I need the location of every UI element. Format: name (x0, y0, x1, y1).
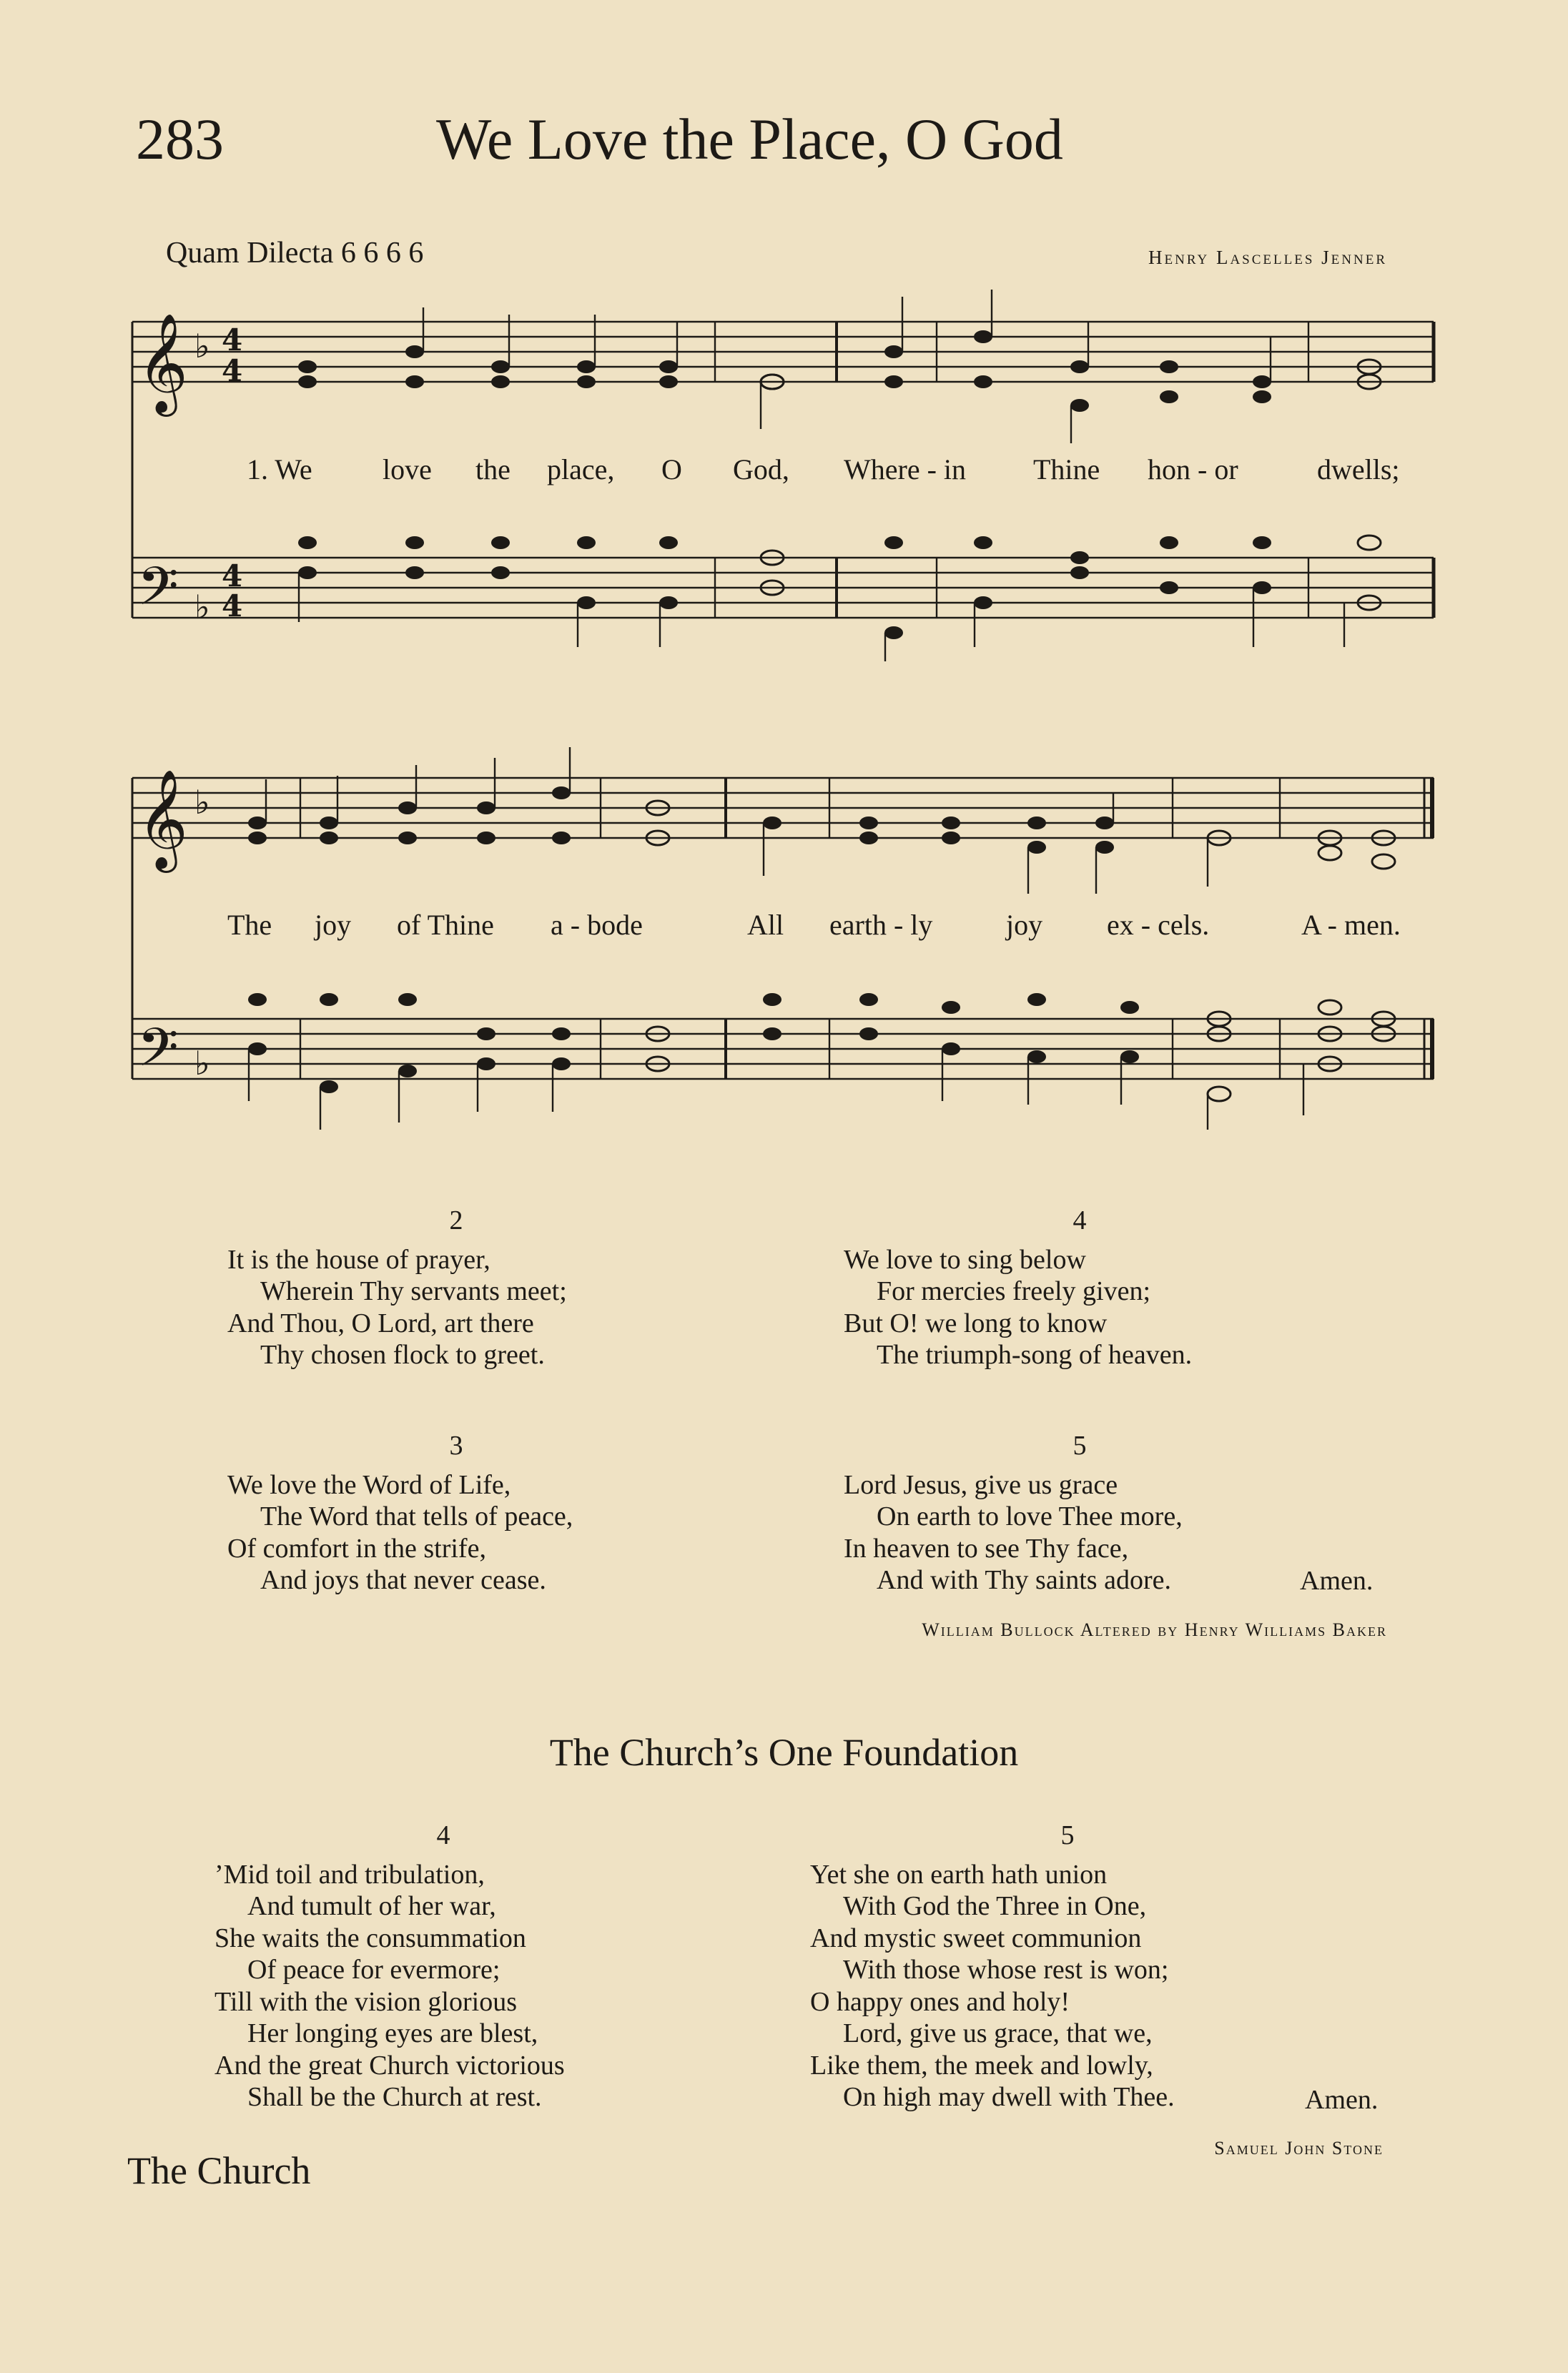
verse-line: In heaven to see Thy face, (844, 1533, 1129, 1564)
lyric-joy-2: joy (1006, 909, 1043, 941)
svg-text:♭: ♭ (194, 327, 210, 365)
lyric-earthly: earth - ly (829, 909, 933, 941)
composer-credit: Henry Lascelles Jenner (1148, 247, 1387, 268)
verse-3 (227, 1430, 685, 1597)
verse-number: 3 (449, 1431, 463, 1461)
verse-line: Thy chosen flock to greet. (260, 1340, 545, 1370)
lyric-the: the (475, 453, 511, 485)
verse-line: Her longing eyes are blest, (247, 2018, 538, 2048)
verse-line: But O! we long to know (844, 1308, 1108, 1338)
verse-line: The Word that tells of peace, (260, 1501, 573, 1531)
verse-number: 4 (436, 1820, 450, 1850)
svg-text:♭: ♭ (194, 588, 210, 626)
lyric-all: All (747, 909, 784, 941)
lyric-amen: A - men. (1301, 909, 1401, 941)
lyric-honor: hon - or (1148, 453, 1238, 485)
verse-number: 5 (1073, 1431, 1087, 1461)
amen-2: Amen. (1305, 2085, 1379, 2115)
svg-text:4: 4 (222, 353, 243, 388)
lyric-god: God, (733, 453, 789, 485)
verse-line: Of peace for evermore; (247, 1955, 501, 1985)
verse-line: And Thou, O Lord, art there (227, 1308, 534, 1338)
system2-bass-staff (132, 1019, 1434, 1079)
author-credit-1: William Bullock Altered by Henry Williams Baker (922, 1619, 1387, 1640)
system1-treble-staff (132, 322, 1434, 382)
verse-line: Till with the vision glorious (215, 1986, 517, 2017)
tune-name: Quam Dilecta 6 6 6 6 (166, 237, 424, 270)
verse-line: And tumult of her war, (247, 1891, 496, 1921)
lyric-dwells: dwells; (1317, 453, 1400, 485)
lyric-excels: ex - cels. (1107, 909, 1210, 941)
lyric-love: love (383, 453, 432, 485)
verse-2 (227, 1205, 685, 1371)
svg-text:4: 4 (222, 322, 243, 357)
lyric-place: place, (547, 453, 615, 485)
church-verse-4 (215, 1820, 672, 2113)
treble-clef-icon: 𝄞 (137, 313, 188, 413)
verse-line: On high may dwell with Thee. (843, 2082, 1175, 2112)
church-verse-5 (810, 1820, 1325, 2113)
verse-line: Lord, give us grace, that we, (843, 2018, 1153, 2048)
verse-line: And the great Church victorious (215, 2050, 565, 2081)
verse-line: Wherein Thy servants meet; (260, 1276, 567, 1306)
verse-line: Shall be the Church at rest. (247, 2082, 542, 2112)
second-hymn-title: The Church’s One Foundation (549, 1731, 1019, 1774)
verse-line: With those whose rest is won; (843, 1955, 1169, 1985)
verse-line: And joys that never cease. (260, 1565, 546, 1595)
hymn-title: We Love the Place, O God (436, 107, 1063, 172)
bass-clef-icon: 𝄢 (137, 1017, 179, 1092)
svg-text:♭: ♭ (194, 783, 210, 822)
verse-line: Yet she on earth hath union (810, 1859, 1108, 1890)
bass-clef-icon: 𝄢 (137, 556, 179, 631)
lyric-wherein: Where - in (844, 453, 967, 485)
lyric-of-thine: of Thine (397, 909, 494, 941)
lyric-thine: Thine (1033, 453, 1100, 485)
amen-1: Amen. (1300, 1566, 1374, 1596)
verse-line: O happy ones and holy! (810, 1986, 1070, 2017)
verse-4 (844, 1205, 1316, 1371)
lyric-abode: a - bode (551, 909, 643, 941)
verse-number: 2 (449, 1205, 463, 1235)
author-credit-2: Samuel John Stone (1214, 2138, 1384, 2159)
verse-line: And with Thy saints adore. (877, 1565, 1171, 1595)
svg-text:4: 4 (222, 558, 243, 593)
verse-line: For mercies freely given; (877, 1276, 1151, 1306)
verse-line: She waits the consummation (215, 1923, 526, 1953)
verse-5 (844, 1430, 1316, 1597)
verse-line: Like them, the meek and lowly, (810, 2050, 1153, 2081)
section-footer: The Church (127, 2149, 311, 2192)
hymn-number: 283 (136, 107, 224, 172)
verse-line: On earth to love Thee more, (877, 1501, 1183, 1531)
verse-line: And mystic sweet communion (810, 1923, 1142, 1953)
svg-text:♭: ♭ (194, 1044, 210, 1082)
music-score (0, 0, 1568, 1144)
verse-line: It is the house of prayer, (227, 1244, 490, 1275)
verse-line: Lord Jesus, give us grace (844, 1469, 1118, 1500)
lyric-joy: joy (315, 909, 352, 941)
verse-line: We love the Word of Life, (227, 1469, 511, 1500)
lyric-o: O (661, 453, 682, 485)
treble-clef-icon: 𝄞 (137, 769, 188, 869)
verse-line: We love to sing below (844, 1244, 1086, 1275)
system2-treble-notes (248, 786, 1114, 854)
svg-text:4: 4 (222, 588, 243, 623)
verse-line: ’Mid toil and tribulation, (215, 1859, 485, 1890)
lyric-we: 1. We (247, 453, 312, 485)
verse-number: 4 (1073, 1205, 1087, 1235)
lyric-the-2: The (227, 909, 272, 941)
verse-line: With God the Three in One, (843, 1891, 1147, 1921)
system1-treble-notes (298, 330, 1271, 412)
verse-number: 5 (1060, 1820, 1075, 1850)
verse-line: Of comfort in the strife, (227, 1533, 486, 1564)
verse-line: The triumph-song of heaven. (877, 1340, 1193, 1370)
